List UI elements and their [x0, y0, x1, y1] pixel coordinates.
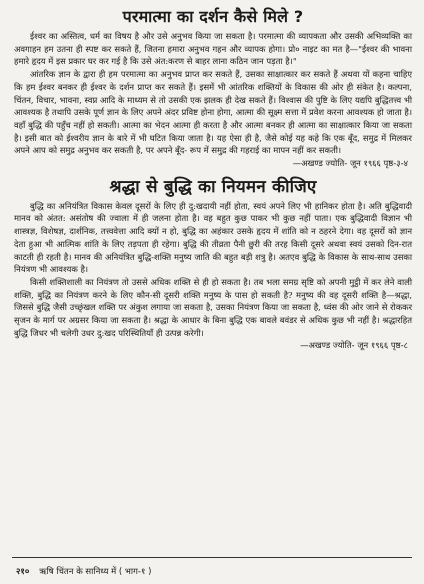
section-1-paragraph-2: आंतरिक ज्ञान के द्वारा ही हम परमात्मा का अनुभव प्राप्त कर सकते हैं, उसका साक्षात्कार कर सकते हैं अथवा यों कहना चाहिए कि हम ईश्वर बनकर ही ईश्वर के दर्शन प्राप्त कर सकते हैं। इसमें भी आंतरिक शक्तियों के विकास की ओर ही संकेत है। कल्पना, चिंतन, विचार, भावना, स्वप्न आदि के माध्यम से तो उसकी एक झलक ही देख सकते हैं। विश्वास की पुष्टि के लिए यद्यपि बुद्धितत्त्व भी आवश्यक है तथापि उसके पूर्ण ज्ञान के लिए अपने अंदर प्रविष्ट होना होगा, आत्मा की सूक्ष्म सत्ता में प्रवेश करना आवश्यक हो जाता है। वहाँ बुद्धि की पहुँच नहीं हो सकती। आत्मा का भेदन आत्मा ही करता है और आत्मा बनकर ही आत्मा का साक्षात्कार किया जा सकता है। इसी बात को ईश्वरीय ज्ञान के बारे में भी घटित किया जाता है। यह ऐसा ही है, जैसे कोई यह कहे कि एक बूँद, समुद्र में मिलकर अपने आप को समुद्र अनुभव कर सकती है, पर अपने बूँद- रूप में समुद्र की गहराई का मापन नहीं कर सकती।: [14, 69, 412, 156]
section-2-title: श्रद्धा से बुद्धि का नियमन कीजिए: [109, 176, 317, 197]
section-2-source: —अखण्ड ज्योति- जून १९६६ पृष्ठ-८: [300, 340, 408, 351]
section-2-paragraph-1: बुद्धि का अनियंत्रित विकास केवल दूसरों के लिए ही दु:खदायी नहीं होता, स्वयं अपने लिए भी हानिकर होता है। अति बुद्धिवादी मानव को अंतत: असंतोष की ज्वाला में ही जलना होता है। वह बहुत कुछ पाकर भी कुछ नहीं पाता। एक बुद्धिवादी विज्ञान भी शास्त्रज्ञ, विशेषज्ञ, दार्शनिक, तत्त्ववेत्ता आदि क्यों न हो, बुद्धि का अहंकार उसके हृदय में शांति को न ठहरने देगा। वह दूसरों को ज्ञान देता हुआ भी आत्मिक शांति के लिए तड़पता ही रहेगा। बुद्धि की तीव्रता पैनी छुरी की तरह किसी दूसरे अथवा स्वयं उसको दिन-रात काटती ही रहती है। मानव की अनियंत्रित बुद्धि-शक्ति मनुष्य जाति की बहुत बड़ी शत्रु है। अतएव बुद्धि के विकास के साथ-साथ उसका नियंत्रण भी आवश्यक है।: [14, 200, 412, 275]
page-footer: [12, 557, 412, 584]
section-1-source: —अखण्ड ज्योति- जून १९६६ पृष्ठ-३-४: [292, 158, 408, 169]
section-1-title: परमात्मा का दर्शन कैसे मिले ?: [122, 7, 304, 26]
section-2-paragraph-2: किसी शक्तिशाली का नियंत्रण तो उससे अधिक शक्ति से ही हो सकता है। तब भला समग्र सृष्टि को अपनी मुट्ठी में कर लेने वाली शक्ति, बुद्धि का नियंत्रण करने के लिए कौन-सी दूसरी शक्ति मनुष्य के पास हो सकती है? मनुष्य की वह दूसरी शक्ति है—श्रद्धा, जिससे बुद्धि जैसी उच्छृंखल शक्ति पर अंकुश लगाया जा सकता है, उसका नियंत्रण किया जा सकता है, ध्वंस की ओर जाने से रोककर सृजन के मार्ग पर अग्रसर किया जा सकता है। श्रद्धा के आधार के बिना बुद्धि एक बावले बवंडर से अधिक कुछ भी नहीं है। श्रद्धारहित बुद्धि जिधर भी चलेगी उधर दु:खद परिस्थितियाँ ही उत्पन्न करेगी।: [14, 276, 412, 338]
page-number: २१०: [16, 566, 30, 577]
section-1-paragraph-1: ईश्वर का अस्तित्व, धर्म का विषय है और उसे अनुभव किया जा सकता है। परमात्मा की व्यापकता और उसकी अभिव्यक्ति का अवगाहन हम उतना ही स्पष्ट कर सकते हैं, जितना हमारा अनुभव गहन और व्यापक होगा। प्रो० नाइट का मत है—"ईश्वर की भावना हमारे हृदय में इस प्रकार घर कर गई है कि उसे अंत:करण से बाहर लाना कठिन जान पड़ता है।": [14, 31, 412, 67]
book-title: ऋषि चिंतन के सानिध्य में ( भाग-१ ): [39, 566, 152, 577]
